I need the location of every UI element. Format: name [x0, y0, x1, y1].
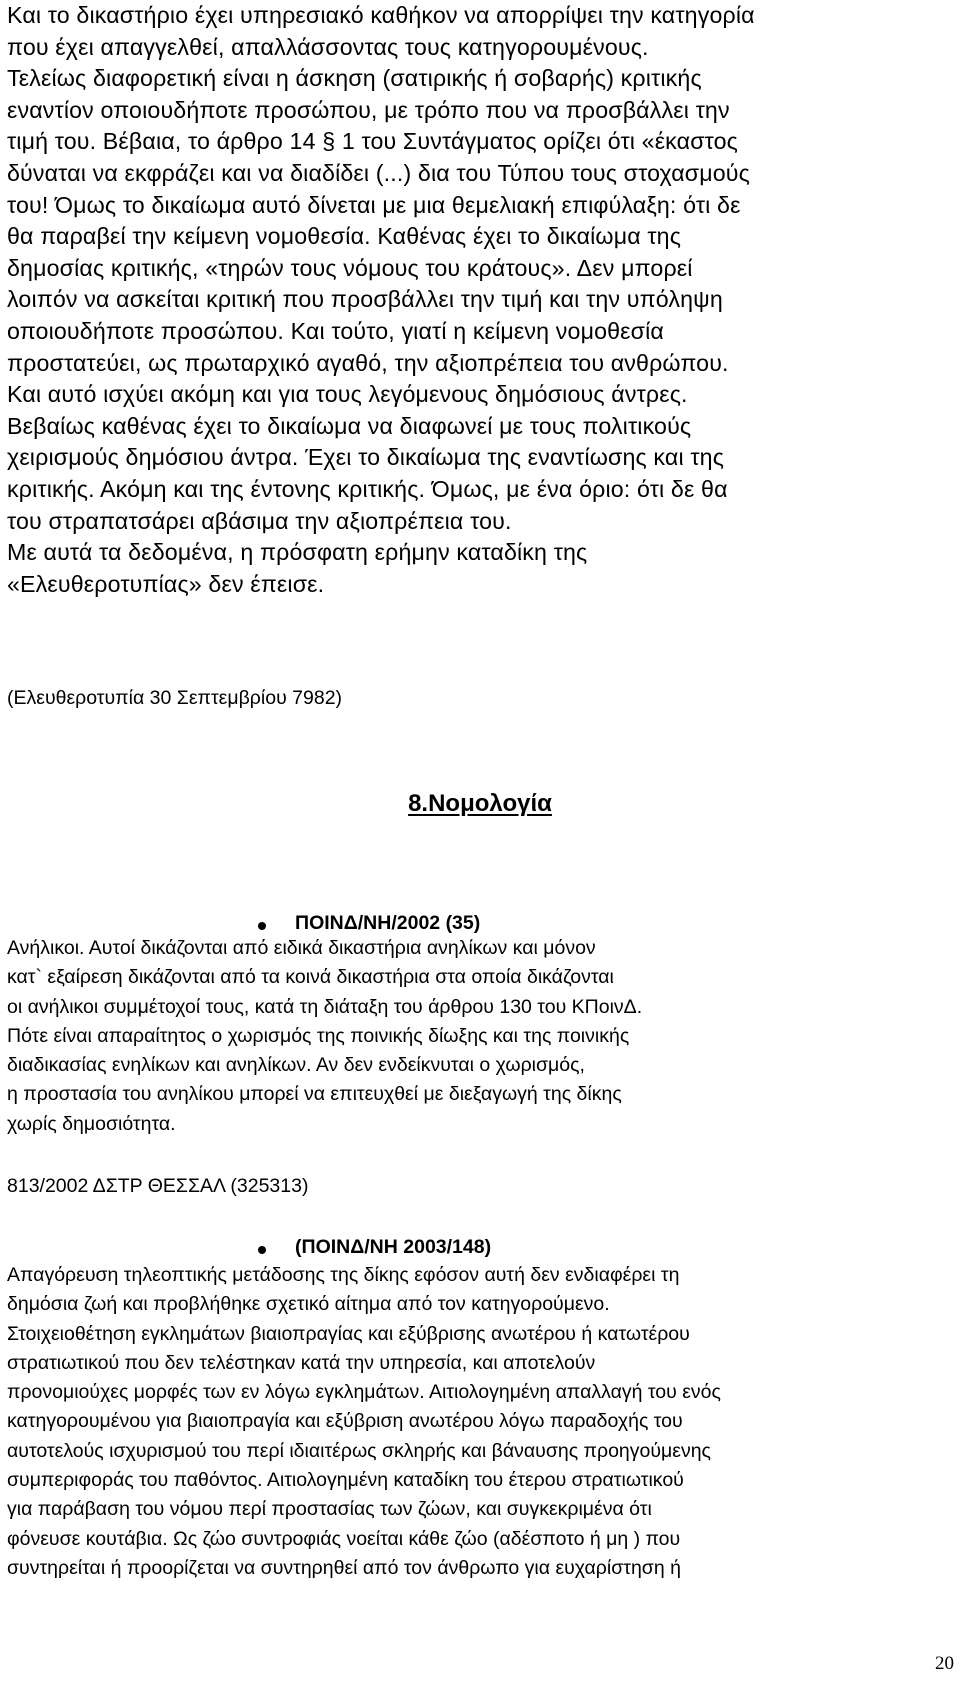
bullet-icon	[258, 922, 266, 930]
article-paragraph	[7, 0, 907, 600]
text-line: θα παραβεί την κείμενη νομοθεσία. Καθένας έχει το δικαίωμα της	[7, 223, 682, 250]
page-number: 20	[935, 1653, 954, 1674]
text-line: Βεβαίως καθένας έχει το δικαίωμα να διαφωνεί με τους πολιτικούς	[7, 412, 692, 439]
text-line: του στραπατσάρει αβάσιμα την αξιοπρέπεια του.	[7, 507, 512, 534]
text-line: δημόσια ζωή και προβλήθηκε σχετικό αίτημα από τον κατηγορούμενο.	[7, 1293, 610, 1316]
text-line: Και το δικαστήριο έχει υπηρεσιακό καθήκον να απορρίψει την κατηγορία	[7, 2, 755, 28]
text-line: αυτοτελούς ισχυρισμού του περί ιδιαιτέρως σκληρής και βάναυσης προηγούμενης	[7, 1439, 711, 1462]
case-reference: 813/2002 ΔΣΤΡ ΘΕΣΣΑΛ (325313)	[7, 1175, 309, 1197]
case-title-text: (ΠΟΙΝΔ/ΝΗ 2003/148)	[295, 1236, 492, 1258]
text-line: Πότε είναι απαραίτητος ο χωρισμός της ποινικής δίωξης και της ποινικής	[7, 1024, 630, 1047]
text-line: Απαγόρευση τηλεοπτικής μετάδοσης της δίκης εφόσον αυτή δεν ενδιαφέρει τη	[7, 1264, 680, 1286]
text-line: συμπεριφοράς του παθόντος. Αιτιολογημένη καταδίκη του έτερου στρατιωτικού	[7, 1469, 684, 1492]
text-line: προνομιούχες μορφές των εν λόγω εγκλημάτων. Αιτιολογημένη απαλλαγή του ενός	[7, 1381, 721, 1404]
text-line: δημοσίας κριτικής, «τηρών τους νόμους του κράτους». Δεν μπορεί	[7, 254, 693, 281]
case-title-text: ΠΟΙΝΔ/ΝΗ/2002 (35)	[295, 912, 481, 934]
text-line: η προστασία του ανηλίκου μπορεί να επιτευχθεί με διεξαγωγή της δίκης	[7, 1083, 622, 1106]
section-heading: 8.Νομολογία	[408, 790, 552, 817]
text-line: κατηγορουμένου για βιαιοπραγία και εξύβριση ανωτέρου λόγω παραδοχής του	[7, 1410, 683, 1433]
case-summary-2	[7, 1261, 721, 1583]
case-summary-1	[7, 934, 642, 1139]
text-line: που έχει απαγγελθεί, απαλλάσσοντας τους κατηγορουμένους.	[7, 33, 649, 60]
text-line: του! Όμως το δικαίωμα αυτό δίνεται με μια θεμελιακή επιφύλαξη: ότι δε	[7, 191, 741, 218]
text-line: φόνευσε κουτάβια. Ως ζώο συντροφιάς νοείται κάθε ζώο (αδέσποτο ή μη ) που	[7, 1527, 681, 1550]
text-line: οι ανήλικοι συμμέτοχοί τους, κατά τη διάταξη του άρθρου 130 του ΚΠοινΔ.	[7, 995, 643, 1018]
bullet-icon	[258, 1246, 266, 1254]
text-line: κριτικής. Ακόμη και της έντονης κριτικής. Όμως, με ένα όριο: ότι δε θα	[7, 475, 728, 502]
article-citation: (Ελευθεροτυπία 30 Σεπτεμβρίου 7982)	[7, 687, 343, 709]
text-line: Τελείως διαφορετική είναι η άσκηση (σατιρικής ή σοβαρής) κριτικής	[7, 65, 702, 92]
text-line: για παράβαση του νόμου περί προστασίας των ζώων, και συγκεκριμένα ότι	[7, 1498, 652, 1521]
text-line: συντηρείται ή προορίζεται να συντηρηθεί από τον άνθρωπο για ευχαρίστηση ή	[7, 1556, 681, 1579]
text-line: δύναται να εκφράζει και να διαδίδει (...) δια του Τύπου τους στοχασμούς	[7, 159, 750, 186]
text-line: Στοιχειοθέτηση εγκλημάτων βιαιοπραγίας και εξύβρισης ανωτέρου ή κατωτέρου	[7, 1322, 690, 1345]
text-line: Ανήλικοι. Αυτοί δικάζονται από ειδικά δικαστήρια ανηλίκων και μόνον	[7, 937, 596, 959]
text-line: λοιπόν να ασκείται κριτική που προσβάλλει την τιμή και την υπόληψη	[7, 286, 723, 313]
text-line: «Ελευθεροτυπίας» δεν έπεισε.	[7, 570, 325, 597]
text-line: χωρίς δημοσιότητα.	[7, 1112, 176, 1135]
text-line: κατ` εξαίρεση δικάζονται από τα κοινά δικαστήρια στα οποία δικάζονται	[7, 966, 614, 989]
text-line: διαδικασίας ενηλίκων και ανηλίκων. Αν δεν ενδείκνυται ο χωρισμός,	[7, 1054, 585, 1077]
text-line: προστατεύει, ως πρωταρχικό αγαθό, την αξιοπρέπεια του ανθρώπου.	[7, 349, 729, 376]
text-line: στρατιωτικού που δεν τελέστηκαν κατά την υπηρεσία, και αποτελούν	[7, 1351, 596, 1374]
text-line: εναντίον οποιουδήποτε προσώπου, με τρόπο που να προσβάλλει την	[7, 96, 730, 123]
text-line: χειρισμούς δημόσιου άντρα. Έχει το δικαίωμα της εναντίωσης και της	[7, 444, 725, 471]
text-line: οποιουδήποτε προσώπου. Και τούτο, γιατί η κείμενη νομοθεσία	[7, 317, 664, 344]
text-line: τιμή του. Βέβαια, το άρθρο 14 § 1 του Συντάγματος ορίζει ότι «έκαστος	[7, 128, 739, 155]
text-line: Και αυτό ισχύει ακόμη και για τους λεγόμενους δημόσιους άντρες.	[7, 381, 688, 408]
text-line: Με αυτά τα δεδομένα, η πρόσφατη ερήμην καταδίκη της	[7, 539, 588, 566]
